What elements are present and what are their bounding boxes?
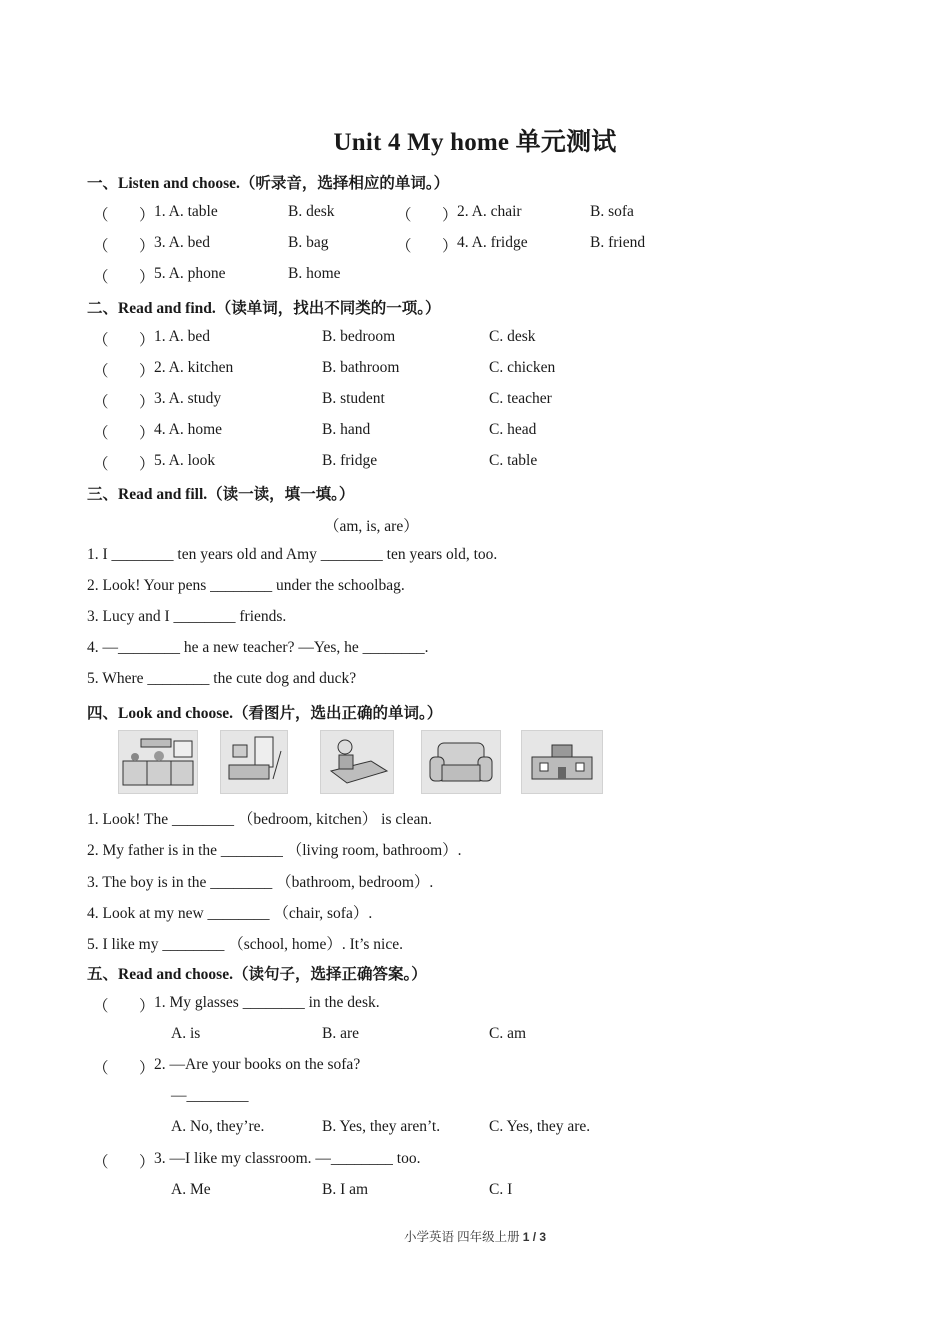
- option-c: C. I: [489, 1181, 513, 1198]
- living-room-drawing: [221, 731, 287, 793]
- answer-blank: —________: [171, 1087, 249, 1104]
- page-title: Unit 4 My home 单元测试: [333, 129, 617, 156]
- word-options: （am, is, are）: [324, 518, 419, 535]
- answer-paren-close: ）: [139, 394, 155, 411]
- option-c: C. teacher: [489, 390, 552, 407]
- option-a: 2. A. kitchen: [154, 359, 234, 376]
- answer-paren-open: （: [93, 456, 109, 473]
- look-item-2: 2. My father is in the ________ （living room, bathroom）.: [87, 842, 462, 859]
- look-item-1: 1. Look! The ________ （bedroom, kitchen） is clean.: [87, 811, 432, 828]
- option-b: B. hand: [322, 421, 371, 438]
- kitchen-drawing: [119, 731, 197, 793]
- option-b: B. Yes, they aren’t.: [322, 1118, 441, 1135]
- answer-paren-open: （: [93, 394, 109, 411]
- look-item-4: 4. Look at my new ________ （chair, sofa）.: [87, 905, 373, 922]
- section-1-heading: 一、Listen and choose.（听录音，选择相应的单词。）: [87, 175, 450, 192]
- option-b: B. bathroom: [322, 359, 400, 376]
- option-c: C. Yes, they are.: [489, 1118, 591, 1135]
- option-a: 2. A. chair: [457, 203, 522, 220]
- boy-in-bed-picture: [320, 730, 394, 794]
- section-3-heading: 三、Read and fill.（读一读，填一填。）: [87, 486, 355, 503]
- fill-item-4: 4. —________ he a new teacher? —Yes, he ________.: [87, 639, 429, 656]
- option-b: B. are: [322, 1025, 360, 1042]
- answer-paren-close: ）: [139, 363, 155, 380]
- answer-paren-close: ）: [139, 998, 155, 1015]
- answer-paren-close: ）: [139, 425, 155, 442]
- page-number: 1 / 3: [522, 1230, 547, 1244]
- answer-paren-open: （: [93, 425, 109, 442]
- answer-paren-open: （: [93, 332, 109, 349]
- answer-paren-close: ）: [139, 238, 155, 255]
- fill-item-3: 3. Lucy and I ________ friends.: [87, 608, 287, 625]
- section-5-heading: 五、Read and choose.（读句子，选择正确答案。）: [87, 966, 427, 983]
- answer-paren-open: （: [93, 998, 109, 1015]
- sofa-picture: [421, 730, 501, 794]
- option-c: C. head: [489, 421, 537, 438]
- answer-paren-close: ）: [139, 332, 155, 349]
- look-item-5: 5. I like my ________ （school, home）. It’s nice.: [87, 936, 403, 953]
- school-drawing: [522, 731, 602, 793]
- option-c: C. desk: [489, 328, 536, 345]
- section-2-heading: 二、Read and find.（读单词，找出不同类的一项。）: [87, 300, 441, 317]
- school-picture: [521, 730, 603, 794]
- answer-paren-open: （: [93, 1060, 109, 1077]
- question-text: 3. —I like my classroom. —________ too.: [154, 1150, 421, 1167]
- option-b: B. bag: [288, 234, 329, 251]
- sofa-drawing: [422, 731, 500, 793]
- fill-item-2: 2. Look! Your pens ________ under the schoolbag.: [87, 577, 405, 594]
- option-a: 3. A. study: [154, 390, 222, 407]
- option-b: B. I am: [322, 1181, 369, 1198]
- option-b: B. fridge: [322, 452, 378, 469]
- answer-paren-close: ）: [139, 1060, 155, 1077]
- question-text: 2. —Are your books on the sofa?: [154, 1056, 361, 1073]
- option-c: C. table: [489, 452, 538, 469]
- option-b: B. bedroom: [322, 328, 396, 345]
- fill-item-5: 5. Where ________ the cute dog and duck?: [87, 670, 357, 687]
- footer-label: 小学英语 四年级上册: [403, 1230, 520, 1244]
- option-c: C. am: [489, 1025, 527, 1042]
- option-a: 1. A. table: [154, 203, 218, 220]
- boy-in-bed-drawing: [321, 731, 393, 793]
- option-a: 5. A. look: [154, 452, 216, 469]
- option-a: A. No, they’re.: [171, 1118, 265, 1135]
- option-a: 5. A. phone: [154, 265, 226, 282]
- answer-paren-open: （: [396, 238, 412, 255]
- option-b: B. desk: [288, 203, 335, 220]
- option-b: B. sofa: [590, 203, 634, 220]
- fill-item-1: 1. I ________ ten years old and Amy ________ ten years old, too.: [87, 546, 498, 563]
- answer-paren-open: （: [93, 238, 109, 255]
- option-a: A. is: [171, 1025, 201, 1042]
- page-footer: [0, 1227, 950, 1245]
- living-room-picture: [220, 730, 288, 794]
- option-a: 4. A. home: [154, 421, 223, 438]
- kitchen-picture: [118, 730, 198, 794]
- option-a: 3. A. bed: [154, 234, 210, 251]
- answer-paren-close: ）: [139, 456, 155, 473]
- answer-paren-close: ）: [139, 269, 155, 286]
- option-a: 4. A. fridge: [457, 234, 528, 251]
- answer-paren-open: （: [93, 363, 109, 380]
- answer-paren-close: ）: [442, 207, 458, 224]
- question-text: 1. My glasses ________ in the desk.: [154, 994, 380, 1011]
- section-4-heading: 四、Look and choose.（看图片，选出正确的单词。）: [87, 705, 443, 722]
- option-a: 1. A. bed: [154, 328, 210, 345]
- answer-paren-close: ）: [139, 207, 155, 224]
- option-b: B. student: [322, 390, 385, 407]
- option-a: A. Me: [171, 1181, 211, 1198]
- answer-paren-close: ）: [442, 238, 458, 255]
- answer-paren-open: （: [396, 207, 412, 224]
- look-item-3: 3. The boy is in the ________ （bathroom, bedroom）.: [87, 874, 434, 891]
- answer-paren-open: （: [93, 1154, 109, 1171]
- option-b: B. friend: [590, 234, 646, 251]
- answer-paren-open: （: [93, 207, 109, 224]
- option-b: B. home: [288, 265, 341, 282]
- answer-paren-open: （: [93, 269, 109, 286]
- option-c: C. chicken: [489, 359, 556, 376]
- answer-paren-close: ）: [139, 1154, 155, 1171]
